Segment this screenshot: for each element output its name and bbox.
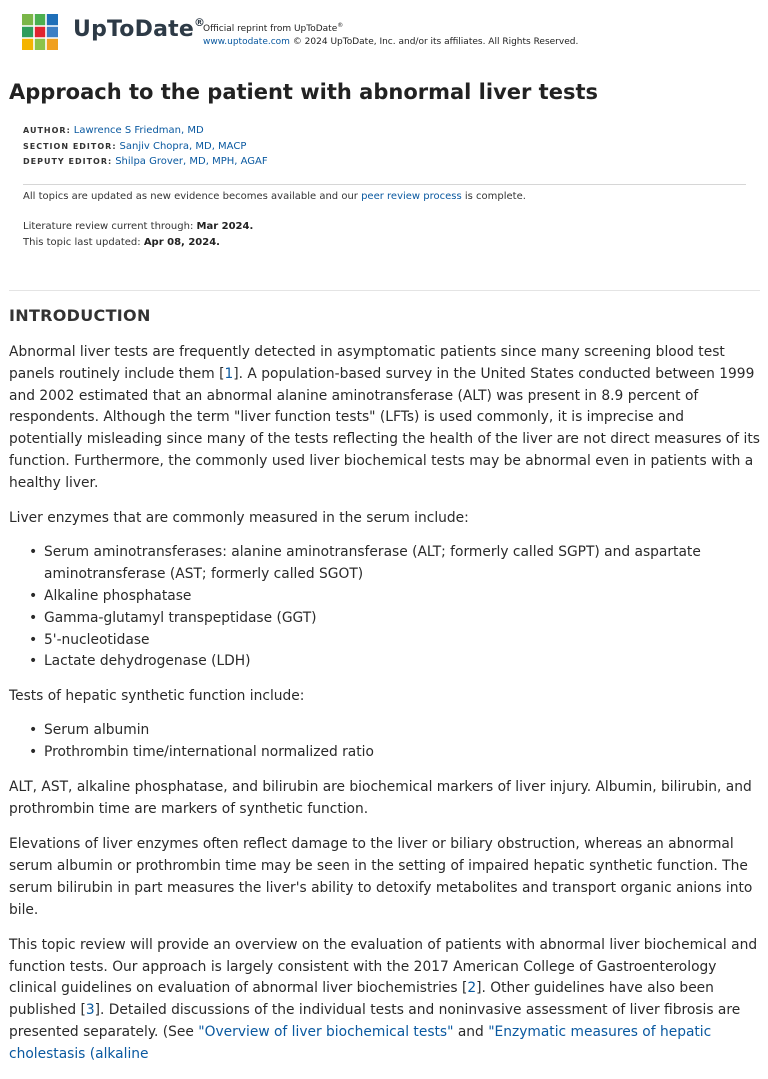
literature-review-date: Mar 2024. [196,221,254,232]
enzyme-list [9,542,761,673]
last-updated-date: Apr 08, 2024. [143,236,220,248]
author-link[interactable]: Lawrence S Friedman, MD [73,125,204,136]
author-row [23,123,268,139]
list-item: • Prothrombin time/international normalized ratio [9,742,761,764]
list-item: • Lactate dehydrogenase (LDH) [9,651,761,673]
role-colon: : [112,141,117,151]
reference-link[interactable]: 3 [85,1002,95,1019]
reprint-notice [203,19,578,49]
brand-name [73,17,205,42]
peer-review-link[interactable]: peer review process [361,191,462,202]
brand-text: UpToDate [73,17,194,42]
paragraph: ALT, AST, alkaline phosphatase, and bilirubin are biochemical markers of liver injury. Albumin, bilirubin, and prothrombin time are markers of synthetic function. [9,779,752,817]
paragraph-text: ]. Other guidelines have also been published [ [9,980,714,1019]
peer-review-notice [23,191,526,202]
copyright-line [203,36,578,49]
brand-registered-mark: ® [193,15,206,29]
paragraph-text: and [453,1024,489,1041]
author-block [23,123,268,170]
paragraph: Tests of hepatic synthetic function include: [9,688,305,705]
section-heading: INTRODUCTION [9,306,151,325]
literature-review-line [23,219,253,235]
deputy-editor-role: DEPUTY EDITOR [23,157,108,166]
paragraph: Liver enzymes that are commonly measured in the serum include: [9,510,469,527]
paragraph-text: ]. A population-based survey in the United States conducted between 1999 and 2002 estimated that an abnormal alanine aminotransferase (ALT) was present in 8.9 percent of respondents. Although the term "liver function tests" (LFTs) is used commonly, it is imprecise and potentially misleading since many of the tests reflecting the health of the liver are not direct measures of its function. Furthermore, the commonly used liver biochemical tests may be abnormal even in patients with a healthy liver. [9,365,760,491]
author-role: AUTHOR [23,126,67,135]
list-item: • Gamma-glutamyl transpeptidase (GGT) [9,608,761,630]
role-colon: : [108,157,113,166]
list-item: • Serum aminotransferases: alanine aminotransferase (ALT; formerly called SGPT) and aspartate aminotransferase (AST; formerly called SGOT) [9,542,761,586]
deputy-editor-row [23,154,268,170]
paragraph-text: This topic review will provide an overview on the evaluation of patients with abnormal liver biochemical and function tests. Our approach is largely consistent with the 2017 American College of Gastroenterology clinical guidelines on evaluation of abnormal liver biochemistries [ [9,936,758,997]
peer-text-before: All topics are updated as new evidence becomes available and our [23,191,362,202]
page-title: Approach to the patient with abnormal liver tests [9,80,598,104]
topic-link-liver-biochemical-tests[interactable]: "Overview of liver biochemical tests" [198,1024,454,1041]
paragraph: Elevations of liver enzymes often reflect damage to the liver or biliary obstruction, whereas an abnormal serum albumin or prothrombin time may be seen in the setting of impaired hepatic synthetic function. The serum bilirubin in part measures the liver's ability to detoxify metabolites and transport organic anions into bile. [9,836,753,918]
section-editor-row [23,139,268,155]
paragraph-text: ]. Detailed discussions of the individual tests and noninvasive assessment of liver fibrosis are presented separately. (See [9,1002,741,1041]
reprint-text: Official reprint from UpToDate [203,24,338,34]
list-item: • Serum albumin [9,720,761,742]
reference-link[interactable]: 1 [224,365,234,382]
uptodate-site-link[interactable]: www.uptodate.com [203,37,290,47]
article-body [9,342,761,1079]
copyright-text: © 2024 UpToDate, Inc. and/or its affiliates. All Rights Reserved. [289,37,579,47]
last-updated-label: This topic last updated: [23,236,144,248]
paragraph-text: Abnormal liver tests are frequently detected in asymptomatic patients since many screening blood test panels routinely include them [ [9,344,725,382]
reprint-line [203,19,578,36]
section-editor-link[interactable]: Sanjiv Chopra, MD, MACP [119,140,247,152]
divider [23,184,746,185]
literature-info [23,219,253,250]
list-item: • 5'-nucleotidase [9,630,761,652]
page-header [22,13,762,53]
literature-review-label: Literature review current through: [23,221,197,232]
reprint-registered-mark: ® [337,22,344,29]
list-item: • Alkaline phosphatase [9,586,761,608]
deputy-editor-link[interactable]: Shilpa Grover, MD, MPH, AGAF [115,156,268,167]
reference-link[interactable]: 2 [467,980,477,997]
synthetic-function-list [9,720,761,764]
section-editor-role: SECTION EDITOR [23,141,113,151]
topic-link-hepatic-cholestasis[interactable]: "Enzymatic measures of hepatic cholestasis (alkaline [9,1024,712,1062]
uptodate-logo-icon [22,14,58,50]
paragraph [9,935,761,1066]
paragraph [9,342,761,495]
peer-text-after: is complete. [461,191,526,202]
section-divider [9,290,760,291]
role-colon: : [66,126,71,135]
last-updated-line [23,235,253,251]
